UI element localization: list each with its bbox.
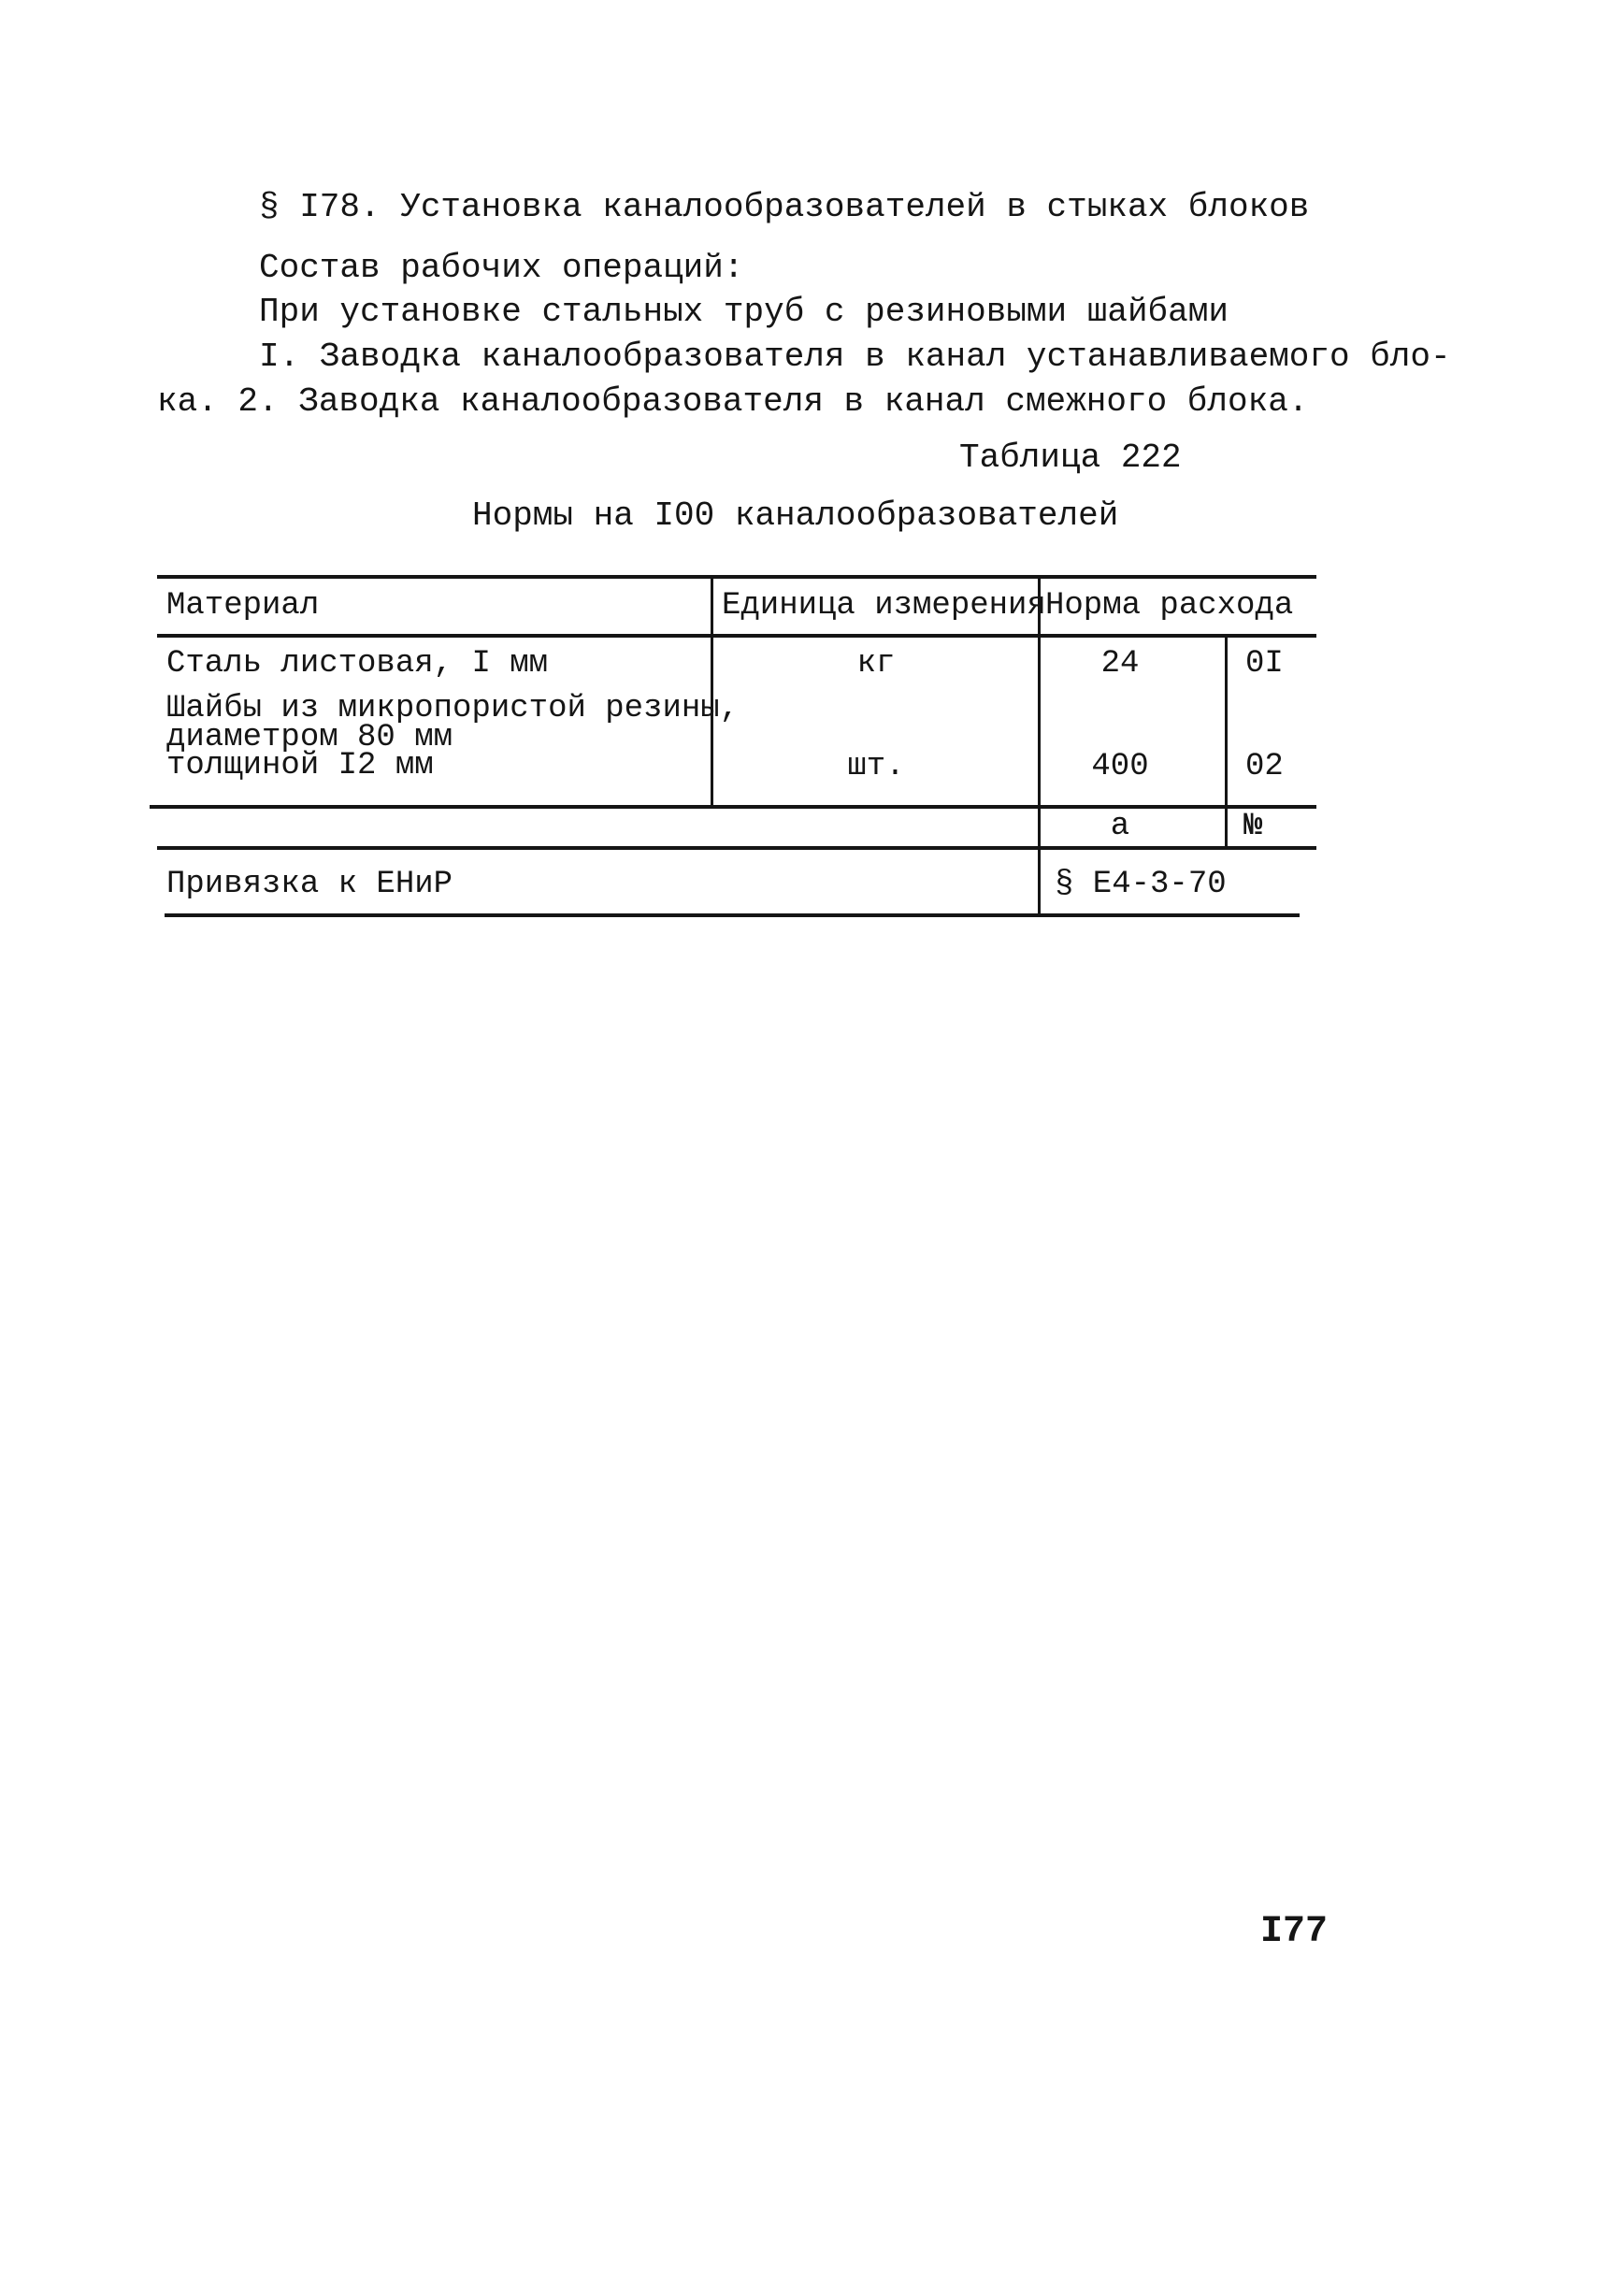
header-unit: Единица измерения: [722, 588, 1046, 624]
table-rule-body: [150, 805, 1316, 809]
section-heading: § I78. Установка каналообразователей в стыках блоков: [259, 188, 1310, 226]
table-number: Таблица 222: [959, 438, 1182, 477]
operations-title: Состав рабочих операций:: [259, 249, 744, 287]
header-material: Материал: [166, 588, 320, 624]
header-norm: Норма расхода: [1045, 588, 1294, 624]
row2-unit: шт.: [847, 749, 905, 784]
table-rule-numbers: [157, 846, 1316, 850]
row2-material-line3: толщиной I2 мм: [166, 748, 434, 783]
row2-norm: 400: [1091, 749, 1149, 784]
table-divider-norm: [1038, 575, 1041, 915]
row1-code: 0I: [1245, 646, 1284, 682]
row2-code: 02: [1245, 749, 1284, 784]
row1-norm: 24: [1100, 646, 1140, 682]
table-divider-code: [1225, 634, 1228, 848]
reference-value: § Е4-3-70: [1055, 867, 1227, 902]
table-caption: Нормы на I00 каналообразователей: [472, 496, 1119, 535]
operations-line-1: I. Заводка каналообразователя в канал устанавливаемого бло-: [259, 338, 1451, 376]
operations-subtitle: При установке стальных труб с резиновыми шайбами: [259, 293, 1229, 331]
table-rule-top: [157, 575, 1316, 579]
column-letter-a: а: [1110, 809, 1130, 844]
operations-line-2: ка. 2. Заводка каналообразователя в канал смежного блока.: [157, 382, 1309, 421]
column-number-sign: №: [1243, 809, 1263, 844]
table-rule-header: [157, 634, 1316, 638]
row1-unit: кг: [856, 646, 896, 682]
row1-material: Сталь листовая, I мм: [166, 646, 549, 682]
table-rule-bottom: [165, 913, 1300, 917]
row2-material-line1: Шайбы из микропористой резины,: [166, 691, 740, 726]
reference-label: Привязка к ЕНиР: [166, 867, 453, 902]
page-number: I77: [1260, 1911, 1329, 1953]
row2-material-line2: диаметром 80 мм: [166, 720, 453, 755]
